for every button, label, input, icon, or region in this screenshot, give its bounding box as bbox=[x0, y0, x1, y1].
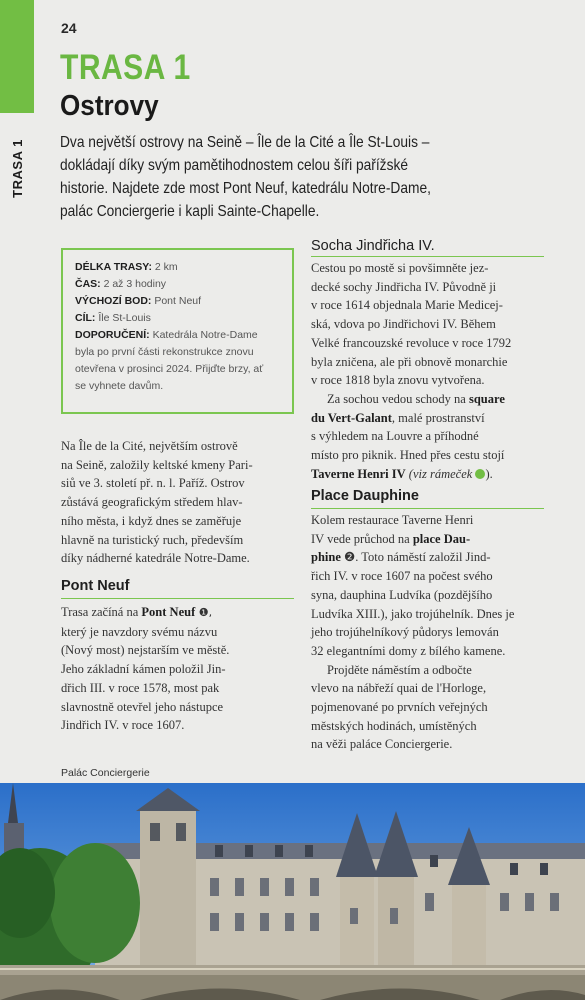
text-line: Jindřich IV. v roce 1607. bbox=[61, 718, 185, 733]
heading-place-dauphine: Place Dauphine bbox=[311, 488, 419, 504]
info-time: ČAS: 2 až 3 hodiny bbox=[75, 278, 167, 290]
place-dauphine-paragraph bbox=[311, 511, 551, 754]
text-line: díky nádherné katedrále Notre-Dame. bbox=[61, 551, 250, 566]
text-line: Kolem restaurace Taverne Henri bbox=[311, 513, 474, 527]
info-length: DÉLKA TRASY: 2 km bbox=[75, 261, 178, 273]
text-line: Velké francouzské revoluce v roce 1792 bbox=[311, 335, 512, 350]
intro-paragraph: Dva největší ostrovy na Seině – Île de la Cité a Île St-Louis – dokládají díky svým pamětihodnostem celou šíři pařížské historie. Najdete zde most Pont Neuf, katedrálu Notre-Dame, palác Conciergerie i kapli Sainte-Chapelle. bbox=[60, 134, 431, 220]
route-info-box bbox=[61, 248, 294, 414]
text-line: Ludvíka XIII.), jako trojúhelník. Dnes je bbox=[311, 606, 515, 621]
text-line: zůstává geografickým středem hlav- bbox=[61, 495, 243, 510]
text-line: Cestou po mostě si povšimněte jez- bbox=[311, 261, 489, 275]
text-line: městských hodinách, umístěných bbox=[311, 718, 477, 733]
text-line: Jeho základní kámen položil Jin- bbox=[61, 662, 226, 677]
text-line: ská, vdova po Jindřichovi IV. Během bbox=[311, 317, 496, 332]
text-line: s výhledem na Louvre a příhodné bbox=[311, 429, 479, 444]
conciergerie-illustration bbox=[0, 783, 585, 1000]
text-line: phine ❷. Toto náměstí založil Jind- bbox=[311, 550, 491, 565]
route-title: TRASA 1 bbox=[60, 48, 191, 87]
text-line: IV vede průchod na place Dau- bbox=[311, 531, 471, 546]
text-line: v roce 1818 byla znovu vytvořena. bbox=[311, 373, 485, 388]
info-tip-line: otevřena v prosinci 2024. Přijďte brzy, ať bbox=[75, 363, 264, 375]
page-number: 24 bbox=[61, 20, 77, 36]
heading-rule bbox=[311, 508, 544, 509]
route-subtitle: Ostrovy bbox=[60, 90, 159, 122]
text-line: místo pro piknik. Hned přes cestu stojí bbox=[311, 448, 505, 463]
text-line: vlevo na nábřeží quai de l'Horloge, bbox=[311, 681, 487, 696]
text-line: Za sochou vedou schody na square bbox=[327, 391, 505, 406]
heading-pont-neuf: Pont Neuf bbox=[61, 578, 130, 594]
photo-caption: Palác Conciergerie bbox=[61, 767, 150, 779]
text-line: syna, dauphina Ludvíka (pozdějšího bbox=[311, 587, 493, 602]
text-line: na Seině, založily keltské kmeny Pari- bbox=[61, 457, 253, 472]
text-line: byla zničena, ale při obnově monarchie bbox=[311, 354, 508, 369]
conciergerie-photo bbox=[0, 783, 585, 1000]
side-chapter-label: TRASA 1 bbox=[9, 138, 25, 198]
text-line: dřich III. v roce 1578, most pak bbox=[61, 680, 220, 695]
text-line: Projděte náměstím a odbočte bbox=[327, 662, 472, 677]
text-line: který je navzdory svému názvu bbox=[61, 624, 218, 639]
text-line: Trasa začíná na Pont Neuf ❶, bbox=[61, 605, 213, 619]
text-line: ního města, i když dnes se zaměřuje bbox=[61, 513, 242, 528]
text-line: pojmenované po prvních veřejných bbox=[311, 700, 488, 715]
info-tip-line: byla po první části rekonstrukce znovu bbox=[75, 346, 254, 358]
text-line: siů ve 3. století př. n. l. Paříž. Ostrov bbox=[61, 476, 245, 491]
text-line: na věži paláce Conciergerie. bbox=[311, 737, 453, 752]
info-end: CÍL: Île St-Louis bbox=[75, 312, 151, 324]
statue-paragraph bbox=[311, 259, 551, 483]
heading-henri-iv-statue: Socha Jindřicha IV. bbox=[311, 238, 435, 254]
heading-rule bbox=[61, 598, 294, 599]
text-line: (Nový most) nejstarším ve městě. bbox=[61, 643, 230, 658]
left-intro-paragraph bbox=[61, 437, 301, 568]
text-line: du Vert-Galant, malé prostranství bbox=[311, 410, 485, 425]
text-line: v roce 1614 objednala Marie Medicej- bbox=[311, 298, 503, 313]
info-start: VÝCHOZÍ BOD: Pont Neuf bbox=[75, 295, 202, 307]
info-tip-line: se vyhnete davům. bbox=[75, 380, 164, 392]
pont-neuf-paragraph bbox=[61, 603, 301, 735]
text-line: jeho trojúhelníkový půdorys lemován bbox=[311, 625, 499, 640]
text-line: Taverne Henri IV (viz rámeček ). bbox=[311, 466, 493, 481]
text-line: hlavně na turistický ruch, především bbox=[61, 532, 244, 547]
heading-rule bbox=[311, 256, 544, 257]
text-line: Na Île de la Cité, největším ostrově bbox=[61, 439, 238, 453]
box-marker-icon bbox=[475, 469, 485, 479]
info-tip: DOPORUČENÍ: Katedrála Notre-Dame bbox=[75, 329, 258, 341]
text-line: 32 elegantními domy z bílého kamene. bbox=[311, 643, 506, 658]
text-line: decké sochy Jindřicha IV. Původně ji bbox=[311, 279, 497, 294]
text-line: slavnostně otevřel jeho nástupce bbox=[61, 699, 224, 714]
text-line: řich IV. v roce 1607 na počest svého bbox=[311, 569, 493, 584]
chapter-color-tab bbox=[0, 0, 34, 113]
